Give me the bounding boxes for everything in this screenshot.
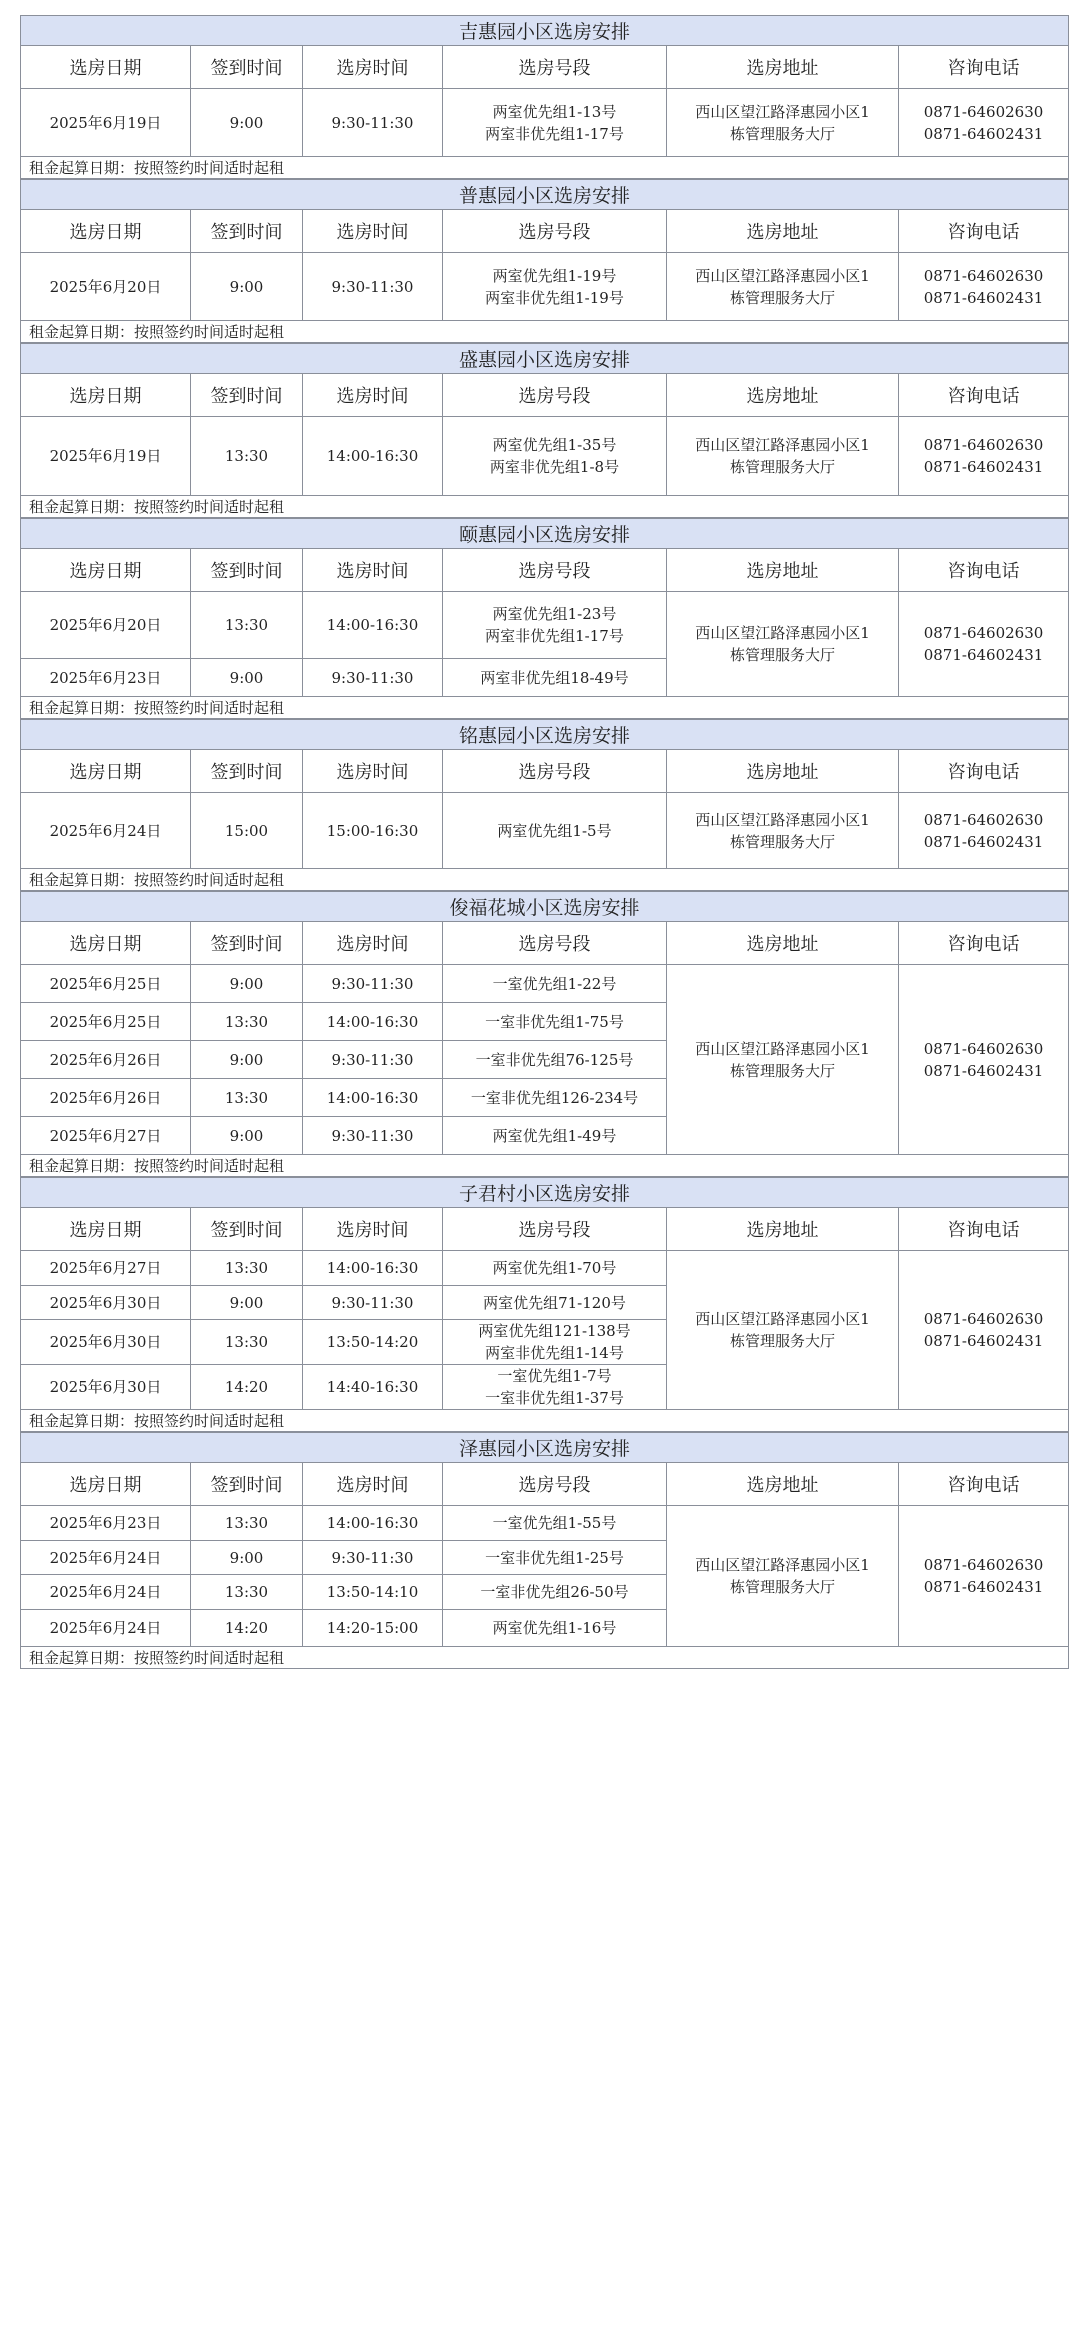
phone-number: 0871-64602431 <box>923 1061 1044 1080</box>
time-cell: 9:30-11:30 <box>303 1117 443 1155</box>
checkin-cell: 13:30 <box>191 417 303 496</box>
rent-start-note: 租金起算日期：按照签约时间适时起租 <box>21 697 1069 719</box>
column-header: 选房地址 <box>667 374 899 417</box>
range-line: 两室优先组71-120号 <box>483 1293 626 1312</box>
time-cell: 13:50-14:10 <box>303 1575 443 1610</box>
address-cell: 西山区望江路泽惠园小区1栋管理服务大厅 <box>667 1251 899 1410</box>
table-row <box>21 89 1069 157</box>
time-cell: 9:30-11:30 <box>303 965 443 1003</box>
phone-number: 0871-64602630 <box>923 102 1044 121</box>
date-cell: 2025年6月23日 <box>21 659 191 697</box>
time-cell: 14:00-16:30 <box>303 1079 443 1117</box>
phone-number: 0871-64602630 <box>923 624 1044 642</box>
checkin-cell: 9:00 <box>191 1286 303 1320</box>
range-cell <box>443 793 667 869</box>
column-header: 选房地址 <box>667 1208 899 1251</box>
column-header: 签到时间 <box>191 922 303 965</box>
range-line: 一室非优先组1-25号 <box>485 1548 624 1567</box>
rent-start-note: 租金起算日期：按照签约时间适时起租 <box>21 1647 1069 1669</box>
checkin-cell: 13:30 <box>191 1003 303 1041</box>
column-header: 选房时间 <box>303 1463 443 1506</box>
range-cell <box>443 1117 667 1155</box>
range-cell <box>443 1320 667 1365</box>
column-header: 签到时间 <box>191 210 303 253</box>
phone-cell <box>899 417 1069 496</box>
column-header: 选房号段 <box>443 374 667 417</box>
column-header: 选房日期 <box>21 1208 191 1251</box>
checkin-cell: 9:00 <box>191 965 303 1003</box>
section-table <box>20 15 1069 179</box>
range-line: 两室非优先组1-8号 <box>489 458 620 476</box>
checkin-cell: 13:30 <box>191 1575 303 1610</box>
range-line: 两室非优先组1-17号 <box>485 124 624 143</box>
phone-number: 0871-64602630 <box>923 1556 1044 1574</box>
column-header: 选房号段 <box>443 549 667 592</box>
column-header: 选房日期 <box>21 549 191 592</box>
rent-start-note: 租金起算日期：按照签约时间适时起租 <box>21 321 1069 343</box>
address-cell: 西山区望江路泽惠园小区1栋管理服务大厅 <box>667 1506 899 1647</box>
range-cell <box>443 1506 667 1541</box>
address-cell: 西山区望江路泽惠园小区1栋管理服务大厅 <box>667 417 899 496</box>
column-header: 签到时间 <box>191 750 303 793</box>
range-line: 两室非优先组1-19号 <box>485 288 624 307</box>
date-cell: 2025年6月24日 <box>21 1541 191 1575</box>
column-header: 选房号段 <box>443 1463 667 1506</box>
date-cell: 2025年6月27日 <box>21 1117 191 1155</box>
schedule-document <box>20 15 1068 1669</box>
column-header: 选房时间 <box>303 374 443 417</box>
date-cell: 2025年6月25日 <box>21 965 191 1003</box>
range-line: 一室优先组1-55号 <box>492 1514 617 1532</box>
column-header: 选房号段 <box>443 46 667 89</box>
column-header: 选房地址 <box>667 210 899 253</box>
section-table <box>20 891 1069 1177</box>
phone-number: 0871-64602431 <box>923 458 1044 476</box>
section-table <box>20 343 1069 518</box>
column-header: 选房号段 <box>443 922 667 965</box>
phone-number: 0871-64602431 <box>923 1578 1044 1596</box>
date-cell: 2025年6月23日 <box>21 1506 191 1541</box>
address-cell: 西山区望江路泽惠园小区1栋管理服务大厅 <box>667 89 899 157</box>
date-cell: 2025年6月26日 <box>21 1079 191 1117</box>
time-cell: 14:00-16:30 <box>303 592 443 659</box>
column-header: 选房号段 <box>443 750 667 793</box>
range-line: 两室非优先组18-49号 <box>480 668 629 687</box>
checkin-cell: 13:30 <box>191 1320 303 1365</box>
column-header: 选房时间 <box>303 922 443 965</box>
range-line: 两室优先组1-49号 <box>492 1126 617 1145</box>
phone-cell <box>899 1506 1069 1647</box>
date-cell: 2025年6月20日 <box>21 253 191 321</box>
time-cell: 15:00-16:30 <box>303 793 443 869</box>
checkin-cell: 13:30 <box>191 1506 303 1541</box>
section-title: 普惠园小区选房安排 <box>21 180 1069 210</box>
column-header: 签到时间 <box>191 1463 303 1506</box>
section-table <box>20 1177 1069 1432</box>
phone-cell <box>899 253 1069 321</box>
phone-number: 0871-64602431 <box>923 646 1044 664</box>
range-line: 一室优先组1-22号 <box>492 974 617 993</box>
section-title: 吉惠园小区选房安排 <box>21 16 1069 46</box>
range-line: 一室非优先组26-50号 <box>480 1583 629 1601</box>
rent-start-note: 租金起算日期：按照签约时间适时起租 <box>21 1410 1069 1432</box>
range-cell <box>443 659 667 697</box>
column-header: 选房日期 <box>21 750 191 793</box>
time-cell: 14:00-16:30 <box>303 1506 443 1541</box>
range-cell <box>443 1041 667 1079</box>
time-cell: 9:30-11:30 <box>303 1286 443 1320</box>
time-cell: 14:20-15:00 <box>303 1610 443 1647</box>
column-header: 选房地址 <box>667 549 899 592</box>
range-line: 两室优先组1-70号 <box>492 1259 617 1277</box>
column-header: 选房地址 <box>667 1463 899 1506</box>
range-cell <box>443 1003 667 1041</box>
range-cell <box>443 1575 667 1610</box>
time-cell: 13:50-14:20 <box>303 1320 443 1365</box>
phone-cell <box>899 965 1069 1155</box>
column-header: 咨询电话 <box>899 1463 1069 1506</box>
column-header: 签到时间 <box>191 1208 303 1251</box>
checkin-cell: 9:00 <box>191 1117 303 1155</box>
table-row <box>21 1251 1069 1286</box>
checkin-cell: 15:00 <box>191 793 303 869</box>
time-cell: 9:30-11:30 <box>303 253 443 321</box>
phone-number: 0871-64602630 <box>923 810 1044 829</box>
date-cell: 2025年6月24日 <box>21 1575 191 1610</box>
range-cell <box>443 1541 667 1575</box>
phone-number: 0871-64602431 <box>923 1332 1044 1350</box>
date-cell: 2025年6月30日 <box>21 1320 191 1365</box>
column-header: 选房时间 <box>303 549 443 592</box>
checkin-cell: 14:20 <box>191 1610 303 1647</box>
time-cell: 14:00-16:30 <box>303 1003 443 1041</box>
rent-start-note: 租金起算日期：按照签约时间适时起租 <box>21 1155 1069 1177</box>
checkin-cell: 9:00 <box>191 1041 303 1079</box>
section-title: 颐惠园小区选房安排 <box>21 519 1069 549</box>
column-header: 选房号段 <box>443 210 667 253</box>
range-cell <box>443 253 667 321</box>
column-header: 选房时间 <box>303 46 443 89</box>
address-cell: 西山区望江路泽惠园小区1栋管理服务大厅 <box>667 965 899 1155</box>
time-cell: 14:40-16:30 <box>303 1365 443 1410</box>
time-cell: 14:00-16:30 <box>303 417 443 496</box>
date-cell: 2025年6月24日 <box>21 1610 191 1647</box>
column-header: 咨询电话 <box>899 46 1069 89</box>
phone-cell <box>899 1251 1069 1410</box>
column-header: 咨询电话 <box>899 1208 1069 1251</box>
range-line: 两室优先组1-19号 <box>492 266 617 285</box>
section-table <box>20 1432 1069 1669</box>
rent-start-note: 租金起算日期：按照签约时间适时起租 <box>21 496 1069 518</box>
range-line: 两室优先组121-138号 <box>478 1322 631 1340</box>
column-header: 选房时间 <box>303 1208 443 1251</box>
column-header: 咨询电话 <box>899 210 1069 253</box>
date-cell: 2025年6月20日 <box>21 592 191 659</box>
date-cell: 2025年6月30日 <box>21 1286 191 1320</box>
range-line: 两室优先组1-16号 <box>492 1619 617 1637</box>
column-header: 选房日期 <box>21 922 191 965</box>
section-table <box>20 518 1069 719</box>
range-cell <box>443 592 667 659</box>
range-cell <box>443 1251 667 1286</box>
checkin-cell: 13:30 <box>191 592 303 659</box>
phone-cell <box>899 592 1069 697</box>
rent-start-note: 租金起算日期：按照签约时间适时起租 <box>21 869 1069 891</box>
column-header: 签到时间 <box>191 374 303 417</box>
table-row <box>21 592 1069 659</box>
date-cell: 2025年6月19日 <box>21 417 191 496</box>
range-line: 一室非优先组1-75号 <box>485 1012 624 1031</box>
checkin-cell: 9:00 <box>191 253 303 321</box>
time-cell: 9:30-11:30 <box>303 659 443 697</box>
column-header: 选房地址 <box>667 46 899 89</box>
range-cell <box>443 417 667 496</box>
time-cell: 9:30-11:30 <box>303 89 443 157</box>
checkin-cell: 13:30 <box>191 1079 303 1117</box>
checkin-cell: 13:30 <box>191 1251 303 1286</box>
section-title: 铭惠园小区选房安排 <box>21 720 1069 750</box>
range-line: 两室优先组1-5号 <box>497 821 612 840</box>
section-title: 盛惠园小区选房安排 <box>21 344 1069 374</box>
range-line: 两室非优先组1-17号 <box>485 627 624 645</box>
range-cell <box>443 1365 667 1410</box>
section-title: 泽惠园小区选房安排 <box>21 1433 1069 1463</box>
phone-number: 0871-64602431 <box>923 832 1044 851</box>
address-cell: 西山区望江路泽惠园小区1栋管理服务大厅 <box>667 253 899 321</box>
phone-number: 0871-64602431 <box>923 124 1044 143</box>
range-line: 一室非优先组126-234号 <box>470 1088 639 1107</box>
column-header: 选房日期 <box>21 374 191 417</box>
range-line: 两室优先组1-13号 <box>492 102 617 121</box>
range-line: 两室优先组1-23号 <box>492 605 617 623</box>
table-row <box>21 793 1069 869</box>
range-cell <box>443 1286 667 1320</box>
column-header: 选房地址 <box>667 922 899 965</box>
range-cell <box>443 1610 667 1647</box>
section-title: 子君村小区选房安排 <box>21 1178 1069 1208</box>
column-header: 咨询电话 <box>899 374 1069 417</box>
address-cell: 西山区望江路泽惠园小区1栋管理服务大厅 <box>667 592 899 697</box>
checkin-cell: 9:00 <box>191 1541 303 1575</box>
table-row <box>21 1506 1069 1541</box>
table-row <box>21 253 1069 321</box>
range-line: 一室优先组1-7号 <box>497 1367 612 1385</box>
checkin-cell: 14:20 <box>191 1365 303 1410</box>
rent-start-note: 租金起算日期：按照签约时间适时起租 <box>21 157 1069 179</box>
range-cell <box>443 965 667 1003</box>
column-header: 咨询电话 <box>899 549 1069 592</box>
column-header: 咨询电话 <box>899 922 1069 965</box>
column-header: 选房日期 <box>21 210 191 253</box>
table-row <box>21 965 1069 1003</box>
phone-cell <box>899 793 1069 869</box>
range-line: 两室优先组1-35号 <box>492 436 617 454</box>
section-table <box>20 179 1069 343</box>
range-cell <box>443 1079 667 1117</box>
date-cell: 2025年6月25日 <box>21 1003 191 1041</box>
column-header: 选房日期 <box>21 1463 191 1506</box>
section-table <box>20 719 1069 891</box>
date-cell: 2025年6月19日 <box>21 89 191 157</box>
column-header: 咨询电话 <box>899 750 1069 793</box>
phone-number: 0871-64602630 <box>923 266 1044 285</box>
range-cell <box>443 89 667 157</box>
column-header: 签到时间 <box>191 46 303 89</box>
section-title: 俊福花城小区选房安排 <box>21 892 1069 922</box>
range-line: 一室非优先组1-37号 <box>485 1389 624 1407</box>
phone-number: 0871-64602630 <box>923 436 1044 454</box>
column-header: 选房地址 <box>667 750 899 793</box>
date-cell: 2025年6月24日 <box>21 793 191 869</box>
phone-number: 0871-64602431 <box>923 288 1044 307</box>
table-row <box>21 417 1069 496</box>
time-cell: 9:30-11:30 <box>303 1541 443 1575</box>
column-header: 选房日期 <box>21 46 191 89</box>
phone-number: 0871-64602630 <box>923 1039 1044 1058</box>
phone-number: 0871-64602630 <box>923 1310 1044 1328</box>
time-cell: 14:00-16:30 <box>303 1251 443 1286</box>
date-cell: 2025年6月26日 <box>21 1041 191 1079</box>
column-header: 选房时间 <box>303 210 443 253</box>
checkin-cell: 9:00 <box>191 659 303 697</box>
column-header: 选房时间 <box>303 750 443 793</box>
range-line: 两室非优先组1-14号 <box>485 1344 624 1362</box>
range-line: 一室非优先组76-125号 <box>475 1050 634 1069</box>
phone-cell <box>899 89 1069 157</box>
date-cell: 2025年6月30日 <box>21 1365 191 1410</box>
checkin-cell: 9:00 <box>191 89 303 157</box>
column-header: 选房号段 <box>443 1208 667 1251</box>
time-cell: 9:30-11:30 <box>303 1041 443 1079</box>
column-header: 签到时间 <box>191 549 303 592</box>
address-cell: 西山区望江路泽惠园小区1栋管理服务大厅 <box>667 793 899 869</box>
date-cell: 2025年6月27日 <box>21 1251 191 1286</box>
